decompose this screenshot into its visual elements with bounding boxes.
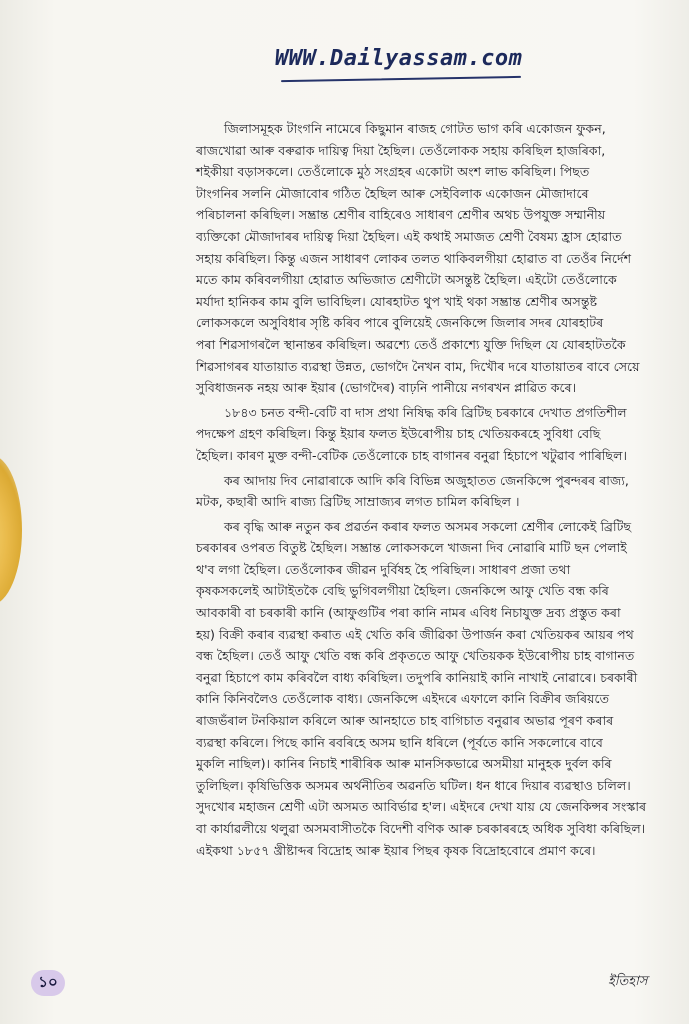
- text-line: তুলিছিল। কৃষিভিত্তিক অসমৰ অৰ্থনীতিৰ অৱনতি ঘটিল। ধন ধাৰে দিয়াৰ ব্যৱস্থাও চলিল।: [196, 777, 631, 793]
- text-line: পৰা শিৱসাগৰলৈ স্থানান্তৰ কৰিছিল। অৱশ্যে তেওঁ প্ৰকাশ্যে যুক্তি দিছিল যে যোৰহাটতকৈ: [196, 336, 626, 352]
- text-line: হয়) বিক্ৰী কৰাৰ ব্যৱস্থা কৰাত এই খেতি কৰি জীৱিকা উপাৰ্জন কৰা খেতিয়কৰ আয়ৰ পথ: [196, 626, 634, 642]
- text-line: ৰাজখোৱা আৰু বৰুৱাক দায়িত্ব দিয়া হৈছিল। তেওঁলোকক সহায় কৰিছিল হাজৰিকা,: [196, 142, 606, 158]
- text-line: আবকাৰী বা চৰকাৰী কানি (আফুগুটিৰ পৰা কানি নামৰ এবিধ নিচাযুক্ত দ্ৰব্য প্ৰস্তুত কৰা: [196, 605, 621, 621]
- subject-label: ইতিহাস: [608, 974, 648, 989]
- text-line: কৰ আদায় দিব নোৱাৰাকে আদি কৰি বিভিন্ন অজুহাতত জেনকিন্সে পুৰন্দৰৰ ৰাজ্য,: [224, 472, 629, 488]
- text-line: বনুৱা হিচাপে কাম কৰিবলৈ বাধ্য কৰিছিল। তদুপৰি কানিয়াই কানি নাখাই নোৱাৰে। চৰকাৰী: [196, 669, 638, 685]
- text-line: সুদখোৰ মহাজন শ্ৰেণী এটা অসমত আবিৰ্ভাৱ হ'ল। এইদৰে দেখা যায় যে জেনকিন্সৰ সংস্কাৰ: [196, 799, 647, 815]
- text-line: মটক, কছাৰী আদি ৰাজ্য ব্ৰিটিছ সাম্ৰাজ্যৰ লগত চামিল কৰিছিল ।: [196, 494, 520, 510]
- text-line: ১৮৪৩ চনত বন্দী-বেটি বা দাস প্ৰথা নিষিদ্ধ কৰি ব্ৰিটিছ চৰকাৰে দেখাত প্ৰগতিশীল: [224, 404, 627, 420]
- page-number-badge: [31, 970, 65, 996]
- text-line: পৰিচালনা কৰিছিল। সম্ভ্ৰান্ত শ্ৰেণীৰ বাহিৰেও সাধাৰণ শ্ৰেণীৰ অথচ উপযুক্ত সম্মানীয়: [196, 207, 606, 223]
- text-line: মুকলি নাছিল)। কানিৰ নিচাই শাৰীৰিক আৰু মানসিকভাৱে অসমীয়া মানুহক দুৰ্বল কৰি: [196, 756, 612, 772]
- text-line: ব্যক্তিকো মৌজাদাৰৰ দায়িত্ব দিয়া হৈছিল। এই কথাই সমাজত শ্ৰেণী বৈষম্য হ্ৰাস হোৱাত: [196, 228, 622, 244]
- text-line: টাংগনিৰ সলনি মৌজাবোৰ গঠিত হৈছিল আৰু সেইবিলাক একোজন মৌজাদাৰে: [196, 185, 589, 201]
- text-line: লোকসকলে অসুবিধাৰ সৃষ্টি কৰিব পাৰে বুলিয়েই জেনকিন্সে জিলাৰ সদৰ যোৰহাটৰ: [196, 315, 604, 331]
- text-line: জিলাসমূহক টাংগনি নামেৰে কিছুমান ৰাজহ গোটত ভাগ কৰি একোজন ফুকন,: [224, 121, 606, 136]
- watermark-url: WWW.Dailyassam.com: [275, 46, 530, 88]
- text-line: সহায় কৰিছিল। কিন্তু এজন সাধাৰণ লোকৰ তলত থাকিবলগীয়া হোৱাত বা তেওঁৰ নিৰ্দেশ: [196, 250, 632, 266]
- text-line: ৰাজভঁৰাল টনকিয়াল কৰিলে আৰু আনহাতে চাহ বাগিচাত বনুৱাৰ অভাৱ পূৰণ কৰাৰ: [196, 713, 614, 729]
- text-line: কানি কিনিবলৈও তেওঁলোক বাধ্য। জেনকিন্সে এইদৰে এফালে কানি বিক্ৰীৰ জৰিয়তে: [196, 691, 610, 707]
- text-line: শিৱসাগৰৰ যাতায়াত ব্যৱস্থা উন্নত, ভোগদৈ নৈখন বাম, দিখৌৰ দৰে যাতায়াতৰ বাবে সেয়ে: [196, 358, 640, 374]
- text-line: কৃষকসকলেই আটাইতকৈ বেছি ভুগিবলগীয়া হৈছিল। জেনকিন্সে আফু খেতি বন্ধ কৰি: [196, 583, 609, 599]
- text-line: বন্ধ হৈছিল। তেওঁ আফু খেতি বন্ধ কৰি প্ৰকৃততে আফু খেতিয়কক ইউৰোপীয় চাহ বাগানত: [196, 648, 635, 664]
- page-number: ১০: [38, 972, 58, 991]
- text-line: হৈছিল। কাৰণ মুক্ত বন্দী-বেটিক তেওঁলোকে চাহ বাগানৰ বনুৱা হিচাপে খটুৱাব পাৰিছিল।: [196, 447, 627, 463]
- paragraph: [196, 470, 668, 513]
- text-line: মতে কাম কৰিবলগীয়া হোৱাত অভিজাত শ্ৰেণীটো অসন্তুষ্ট হৈছিল। এইটো তেওঁলোকে: [196, 272, 617, 288]
- paragraph: [196, 516, 668, 862]
- text-line: কৰ বৃদ্ধি আৰু নতুন কৰ প্ৰৱৰ্তন কৰাৰ ফলত অসমৰ সকলো শ্ৰেণীৰ লোকেই ব্ৰিটিছ: [224, 518, 632, 534]
- text-line: পদক্ষেপ গ্ৰহণ কৰিছিল। কিন্তু ইয়াৰ ফলত ইউৰোপীয় চাহ খেতিয়কৰহে সুবিধা বেছি: [196, 426, 601, 442]
- text-line: এইকথা ১৮৫৭ খ্ৰীষ্টাব্দৰ বিদ্ৰোহ আৰু ইয়াৰ পিছৰ কৃষক বিদ্ৰোহবোৰে প্ৰমাণ কৰে।: [196, 842, 596, 858]
- text-line: চৰকাৰৰ ওপৰত বিতুষ্ট হৈছিল। সম্ভ্ৰান্ত লোকসকলে খাজনা দিব নোৱাৰি মাটি ছন পেলাই: [196, 540, 627, 556]
- watermark-underline: [281, 76, 521, 82]
- text-line: থ'ব লগা হৈছিল। তেওঁলোকৰ জীৱন দুৰ্বিষহ হৈ পৰিছিল। সাধাৰণ প্ৰজা তথা: [196, 561, 571, 577]
- paragraph: [196, 402, 668, 467]
- text-line: সুবিধাজনক নহয় আৰু ইয়াৰ (ভোগদৈৰ) বাঢ়নি পানীয়ে নগৰখন প্লাৱিত কৰে।: [196, 380, 577, 396]
- body-text: [196, 118, 668, 864]
- paragraph: [196, 118, 668, 399]
- text-line: বা কাৰ্যাৱলীয়ে থলুৱা অসমবাসীতকৈ বিদেশী বণিক আৰু চৰকাৰৰহে অধিক সুবিধা কৰিছিল।: [196, 821, 646, 836]
- yellow-stain-decoration: [0, 455, 22, 605]
- text-line: ব্যৱস্থা কৰিলে। পিছে কানি ৰবৰিহে অসম ছানি ধৰিলে (পূৰ্বতে কানি সকলোৰে বাবে: [196, 734, 603, 750]
- text-line: মৰ্যাদা হানিকৰ কাম বুলি ভাবিছিল। যোৰহাটত থুপ খাই থকা সম্ভ্ৰান্ত শ্ৰেণীৰ অসন্তুষ্ট: [196, 293, 598, 309]
- text-line: শইকীয়া বড়াসকলে। তেওঁলোকে মুঠ সংগ্ৰহৰ একোটা অংশ লাভ কৰিছিল। পিছত: [196, 164, 590, 180]
